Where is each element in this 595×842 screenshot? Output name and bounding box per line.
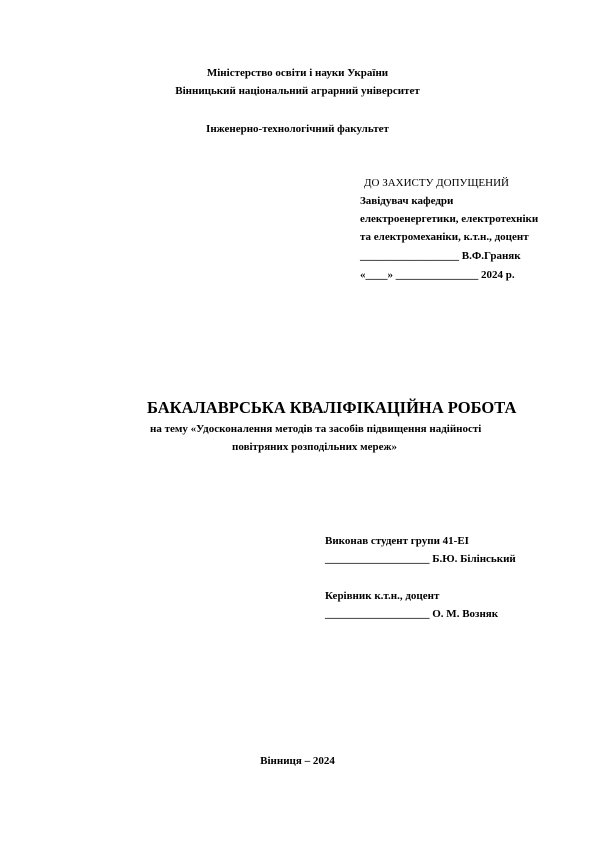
faculty-heading: Інженерно-технологічний факультет (206, 123, 389, 135)
supervisor-signature-line: ___________________ О. М. Возняк (325, 608, 499, 620)
work-topic-line1: на тему «Удосконалення методів та засобів підвищення надійності (150, 423, 482, 435)
approval-date-line: «____» _______________ 2024 р. (360, 269, 515, 281)
ministry-heading: Міністерство освіти і науки України (206, 67, 389, 79)
work-title: БАКАЛАВРСЬКА КВАЛІФІКАЦІЙНА РОБОТА (147, 398, 517, 417)
approval-department: електроенергетики, електротехніки (360, 213, 539, 225)
city-year: Вінниця – 2024 (260, 755, 335, 767)
supervisor-label: Керівник к.т.н., доцент (325, 590, 440, 602)
approval-signature-line: __________________ В.Ф.Граняк (360, 250, 521, 262)
approval-heading: ДО ЗАХИСТУ ДОПУЩЕНИЙ (364, 177, 509, 189)
author-signature-line: ___________________ Б.Ю. Білінський (325, 553, 516, 565)
approval-position: Завідувач кафедри (360, 195, 454, 207)
author-label: Виконав студент групи 41-ЕІ (325, 535, 469, 547)
university-heading: Вінницький національний аграрний університет (175, 85, 420, 97)
work-topic-line2: повітряних розподільних мереж» (232, 441, 398, 453)
approval-department-cont: та електромеханіки, к.т.н., доцент (360, 231, 529, 243)
